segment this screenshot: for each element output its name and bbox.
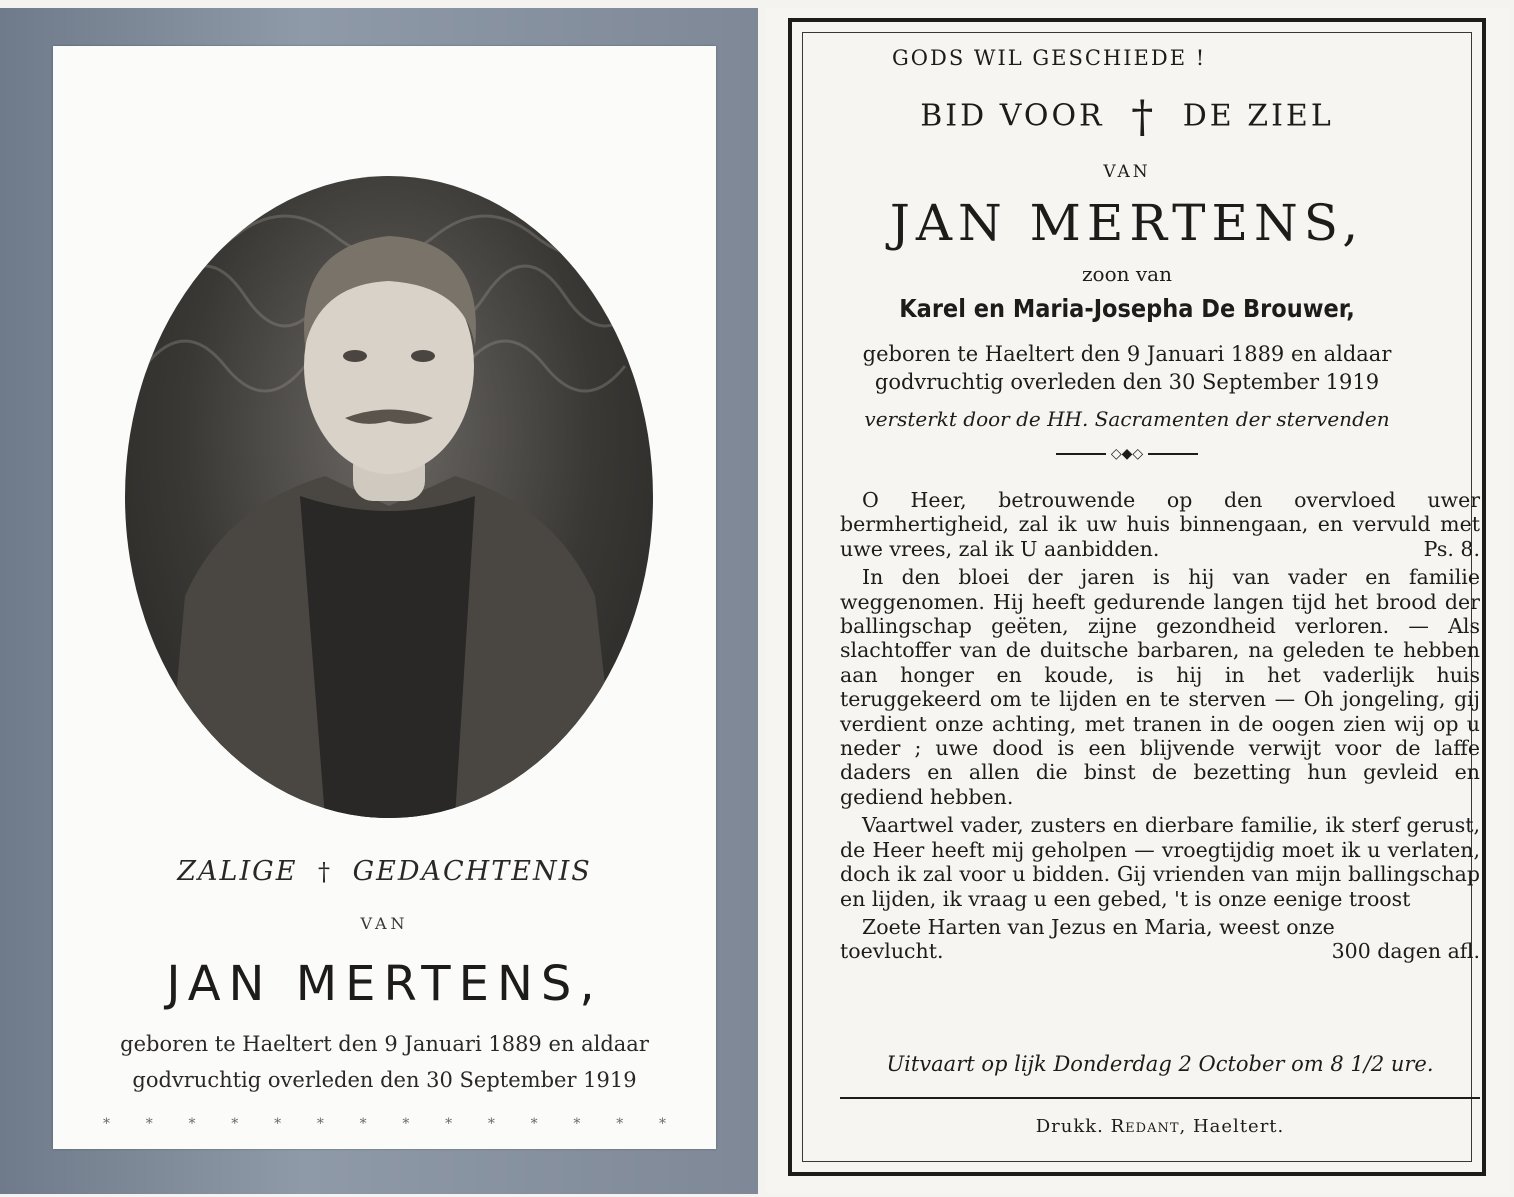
star-icon: * <box>445 1116 453 1132</box>
indulgence-paragraph: Zoete Harten van Jezus en Maria, weest onze <box>862 914 1335 939</box>
divider-line <box>1148 453 1198 455</box>
star-icon: * <box>402 1116 410 1132</box>
star-icon: * <box>274 1116 282 1132</box>
memorial-title <box>53 856 716 887</box>
biography-paragraph: In den bloei der jaren is hij van vader en familie weggenomen. Hij heeft gedurende langen tijd het brood der ballingschap geëten, zijne gezondheid verloren. — Als slachtoffer van de duitsche barbaren, na geleden te hebben aan honger en koude, is hij in het vaderlijk huis teruggekeerd om te lijden en te sterven — Oh jongeling, gij verdient onze achting, met tranen in de oogen zien wij op u neder ; uwe dood is een blijvende verwijt voor de laffe daders en allen die binst de bezetting hun gevleid en gediend hebben. <box>840 565 1480 809</box>
cross-icon: † <box>318 858 332 886</box>
star-icon: * <box>231 1116 239 1132</box>
right-birth-line: geboren te Haeltert den 9 Januari 1889 en aldaar <box>862 342 1392 366</box>
portrait-photo <box>125 176 653 818</box>
cross-icon: † <box>1131 92 1157 143</box>
printer-prefix: Drukk. <box>1035 1116 1104 1137</box>
ornament-icon: ◇◆◇ <box>1110 446 1144 462</box>
star-icon: * <box>530 1116 538 1132</box>
bid-right: DE ZIEL <box>1182 98 1334 134</box>
memorial-title-left: ZALIGE <box>177 856 298 887</box>
left-birth-line: geboren te Haeltert den 9 Januari 1889 en aldaar <box>120 1032 649 1056</box>
right-van: VAN <box>1103 162 1151 182</box>
left-van: VAN <box>360 914 409 933</box>
left-card-inner <box>53 46 716 1149</box>
right-frame <box>788 18 1486 1176</box>
printer-credit <box>840 1116 1480 1137</box>
parents-names: Karel en Maria-Josepha De Brouwer, <box>899 294 1355 323</box>
prayer-text <box>840 488 1480 964</box>
indulgence-end-row <box>840 939 1480 963</box>
printer-place: , Haeltert. <box>1179 1116 1285 1137</box>
right-card <box>766 8 1510 1194</box>
star-icon: * <box>616 1116 624 1132</box>
star-icon: * <box>487 1116 495 1132</box>
star-icon: * <box>359 1116 367 1132</box>
left-deceased-name: JAN MERTENS, <box>166 956 603 1012</box>
zoon-van: zoon van <box>1082 262 1172 286</box>
prayer-para-1: O Heer, betrouwende op den overvloed uwer bermhertigheid, zal ik uw huis binnengaan, en vervuld met uwe vrees, zal ik U aanbidden. <box>840 488 1480 561</box>
star-icon: * <box>573 1116 581 1132</box>
footer-rule <box>840 1097 1480 1099</box>
star-row <box>103 1116 666 1132</box>
bid-left: BID VOOR <box>920 98 1105 134</box>
star-icon: * <box>188 1116 196 1132</box>
divider-ornament <box>792 446 1462 462</box>
divider-line <box>1056 453 1106 455</box>
farewell-paragraph: Vaartwel vader, zusters en dierbare familie, ik sterf gerust, de Heer heeft mij geholpen — vroegtijdig moet ik u verlaten, doch ik zal voor u bidden. Gij vrienden van mijn ballingschap en lijden, ik vraag u een gebed, 't is onze eenige troost <box>840 813 1480 911</box>
star-icon: * <box>658 1116 666 1132</box>
printer-name: Redant <box>1110 1116 1180 1137</box>
prayer-paragraph <box>840 488 1480 561</box>
indulgence-days: 300 dagen afl. <box>1331 939 1480 964</box>
indulgence-end-left: toevlucht. <box>840 939 944 964</box>
sacraments-line: versterkt door de HH. Sacramenten der stervenden <box>864 407 1390 431</box>
memorial-title-right: GEDACHTENIS <box>352 856 592 887</box>
star-icon: * <box>103 1116 110 1132</box>
right-deceased-name: JAN MERTENS, <box>889 194 1365 252</box>
funeral-notice: Uitvaart op lijk Donderdag 2 October om 8 1/2 ure. <box>886 1052 1434 1076</box>
left-card <box>0 8 758 1194</box>
left-death-line: godvruchtig overleden den 30 September 1919 <box>132 1068 637 1092</box>
gods-wil-heading: GODS WIL GESCHIEDE ! <box>892 46 1207 70</box>
bid-voor-heading <box>792 92 1462 143</box>
star-icon: * <box>316 1116 324 1132</box>
star-icon: * <box>145 1116 153 1132</box>
right-death-line: godvruchtig overleden den 30 September 1919 <box>874 370 1380 394</box>
psalm-reference: Ps. 8. <box>1423 536 1480 561</box>
